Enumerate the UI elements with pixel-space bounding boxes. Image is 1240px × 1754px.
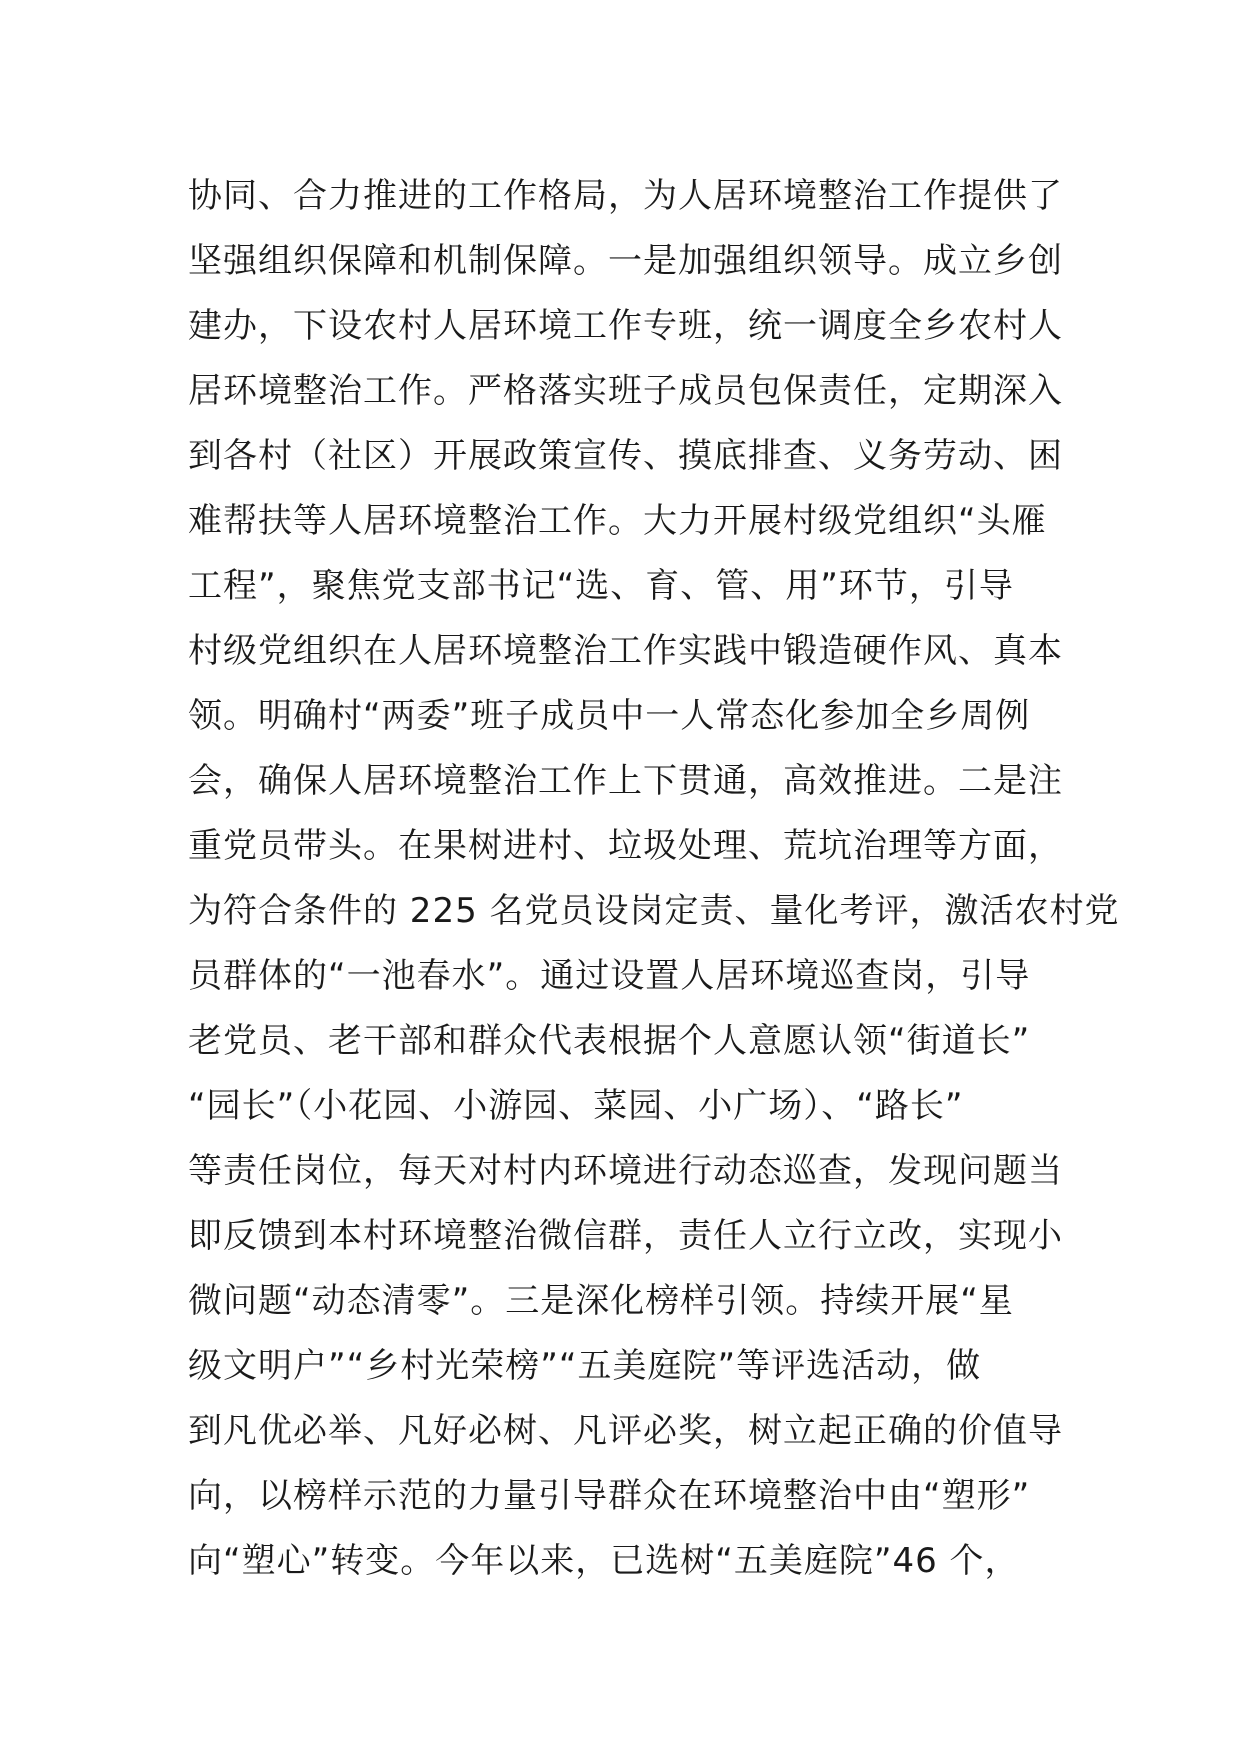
text-line-1: 协同、合力推进的工作格局，为人居环境整治工作提供了: [188, 176, 1063, 216]
text-line-22: 向“塑心”转变。今年以来，已选树“五美庭院”46 个，: [188, 1541, 1020, 1581]
text-line-17: 即反馈到本村环境整治微信群，责任人立行立改，实现小: [188, 1216, 1063, 1256]
text-line-6: 难帮扶等人居环境整治工作。大力开展村级党组织“头雁: [188, 501, 1047, 541]
text-line-3: 建办，下设农村人居环境工作专班，统一调度全乡农村人: [188, 306, 1063, 346]
text-line-19: 级文明户”“乡村光荣榜”“五美庭院”等评选活动，做: [188, 1346, 982, 1386]
text-line-12: 为符合条件的 225 名党员设岗定责、量化考评，激活农村党: [188, 891, 1120, 931]
text-line-7: 工程”，聚焦党支部书记“选、育、管、用”环节，引导: [188, 566, 1014, 606]
text-line-11: 重党员带头。在果树进村、垃圾处理、荒坑治理等方面，: [188, 826, 1063, 866]
body-text: [188, 164, 1120, 1594]
text-line-14: 老党员、老干部和群众代表根据个人意愿认领“街道长”: [188, 1021, 1031, 1061]
text-line-10: 会，确保人居环境整治工作上下贯通，高效推进。二是注: [188, 761, 1063, 801]
text-line-5: 到各村（社区）开展政策宣传、摸底排查、义务劳动、困: [188, 436, 1063, 476]
text-line-20: 到凡优必举、凡好必树、凡评必奖，树立起正确的价值导: [188, 1411, 1063, 1451]
text-line-15: “园长”（小花园、小游园、菜园、小广场）、“路长”: [188, 1086, 964, 1126]
text-line-18: 微问题“动态清零”。三是深化榜样引领。持续开展“星: [188, 1281, 1014, 1321]
text-line-16: 等责任岗位，每天对村内环境进行动态巡查，发现问题当: [188, 1151, 1063, 1191]
text-line-21: 向，以榜样示范的力量引导群众在环境整治中由“塑形”: [188, 1476, 1031, 1516]
text-line-8: 村级党组织在人居环境整治工作实践中锻造硬作风、真本: [188, 631, 1063, 671]
text-line-4: 居环境整治工作。严格落实班子成员包保责任，定期深入: [188, 371, 1063, 411]
text-line-13: 员群体的“一池春水”。通过设置人居环境巡查岗，引导: [188, 956, 1031, 996]
text-line-9: 领。明确村“两委”班子成员中一人常态化参加全乡周例: [188, 696, 1031, 736]
text-line-2: 坚强组织保障和机制保障。一是加强组织领导。成立乡创: [188, 241, 1063, 281]
